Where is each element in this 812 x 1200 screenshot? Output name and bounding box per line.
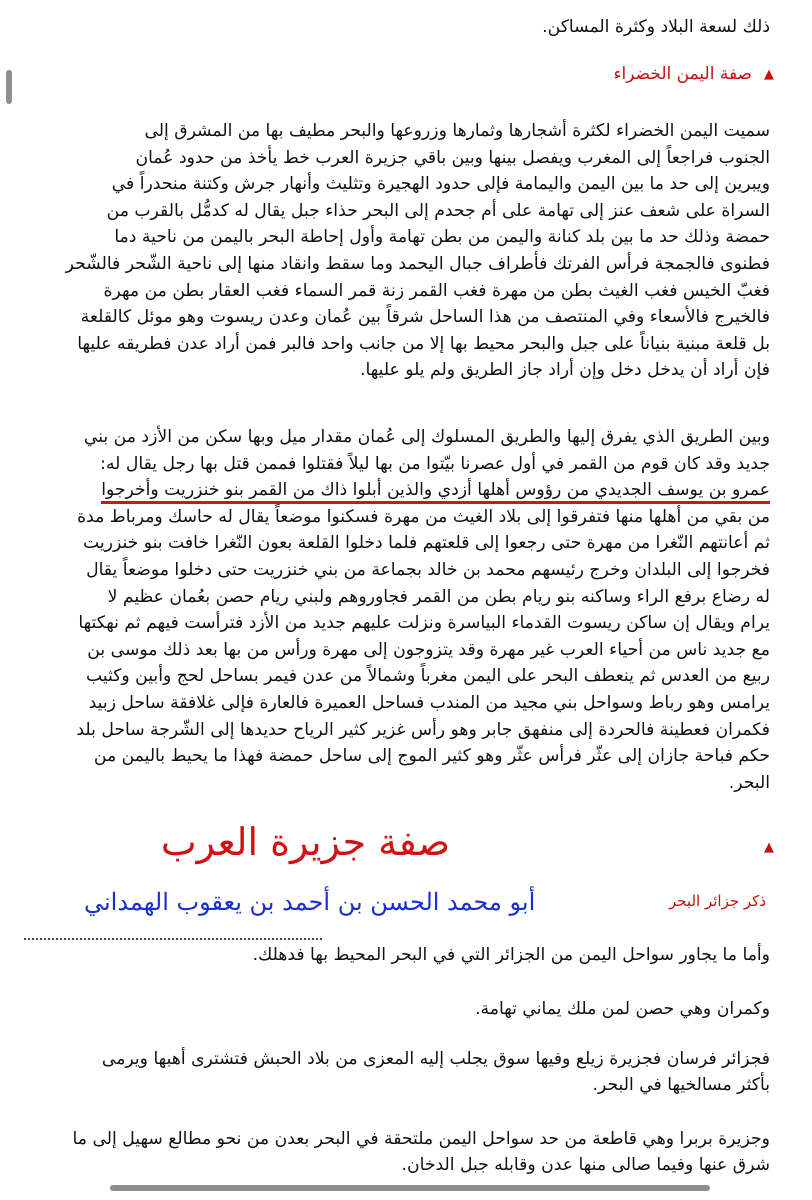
text-line: السراة على شعف عنز إلى تهامة على أم جحدم إلى البحر حذاء جبل يقال له كدمُّل بالقرب من	[106, 200, 770, 221]
text-line: فطنوى فالجمجة فرأس الفرتك فأطراف جبال اليحمد وما سقط وانقاد منها إلى ناحية الشّحر فالشّحر	[65, 253, 770, 274]
islands-paragraph-4	[36, 1126, 770, 1178]
section1-paragraph	[36, 118, 770, 384]
underlined-line	[36, 477, 770, 504]
section2-paragraph	[36, 424, 770, 796]
text-line: فالخيرج فالأسعاء وفي المنتصف من هذا الساحل شرقاً بين عُمان وعدن ريسوت وهو موئل كالقلعة	[80, 307, 770, 328]
text-line: وأما ما يجاور سواحل اليمن من الجزائر التي في البحر المحيط بها فدهلك.	[252, 945, 770, 965]
islands-paragraph-3	[36, 1046, 770, 1098]
text-line: الجنوب فراجعاً إلى المغرب ويفصل بينها وبين باقي جزيرة العرب خط يأخذ من حدود عُمان	[135, 147, 770, 168]
author-name: أبو محمد الحسن بن أحمد بن يعقوب الهمداني	[84, 888, 536, 916]
text-line: سميت اليمن الخضراء لكثرة أشجارها وثمارها وزروعها والبحر مطيف بها من المشرق إلى	[144, 121, 770, 141]
red-underline-highlight: عمرو بن يوسف الجديدي من رؤوس أهلها أزدي والذين أبلوا ذاك من القمر بنو خنزريت وأخرجوا	[101, 480, 770, 504]
text-line: حكم فباحة جازان إلى عثّر فرأس عثّر وهو كثير الموج إلى ساحل حمضة فهذا ما يحيط باليمن من	[93, 746, 770, 767]
text-line: شرق عنها وفيما صالى منها عدن وقابله جبل الدخان.	[401, 1155, 770, 1175]
red-triangle-icon: ▲	[764, 840, 774, 855]
horizontal-scrollbar[interactable]	[110, 1185, 710, 1191]
text-line: ثم أعانتهم النّغرا من مهرة حتى رجعوا إلى قلعتهم فلما دخلوا القلعة بعون النّغرا خافت بنو خنزريت	[83, 533, 770, 554]
text-line: حمضة وذلك حد ما بين بلد كنانة واليمن من بطن تهامة وأول إحاطة البحر باليمن من ناحية دما	[114, 227, 770, 248]
text-line: فإن أراد أن يدخل دخل وإن أراد جاز الطريق ولم يلو عليها.	[360, 360, 770, 381]
islands-heading: ذكر جزائر البحر	[668, 892, 766, 910]
text-line: من بقي من أهلها منها فتفرقوا إلى بلاد الغيث من مهرة فسكنوا موضعاً يقال له حاسك ومرباط مدة	[77, 506, 770, 527]
text-line: فكمران فعطينة فالحردة إلى منفهق جابر وهو رأس غزير كثير الرياح حديدها إلى الشّرجة ساحل بلد	[76, 719, 770, 740]
text-line: يرامس وهو رباط وسواحل بني مجيد من المندب فساحل العميرة فالعارة فإلى غلافقة ساحل زبيد	[88, 692, 770, 713]
text-line: يرام ويقال إن ساكن ريسوت القدماء البياسرة ونزلت عليهم جديد من الأزد فترأست فيهم ثم نهكتها	[78, 613, 770, 634]
text-line: فغبّ الخيس فغب الغيث بطن من مهرة فغب القمر زنة قمر السماء فغب العقار بطن من مهرة	[103, 280, 770, 301]
section-heading-yemen-green	[614, 64, 774, 84]
red-triangle-icon: ▲	[764, 66, 774, 82]
text-line: فخرجوا إلى البلدان وخرج رئيسهم محمد بن خالد بجماعة من بني خنزريت حتى دخلوا موضعاً يقال	[86, 559, 770, 580]
vertical-scrollbar[interactable]	[6, 70, 12, 104]
book-title: صفة جزيرة العرب	[160, 820, 450, 864]
text-line: البحر.	[728, 772, 770, 793]
text-line: مع جديد ناس من أحياء العرب غير مهرة وقد يتزوجون إلى مهرة ورأس من بها بعد ذلك موسى بن	[87, 639, 770, 660]
author-line	[0, 884, 812, 928]
text-line: وكمران وهي حصن لمن ملك يماني تهامة.	[475, 999, 770, 1019]
text-line: فجزائر فرسان فجزيرة زيلع وفيها سوق يجلب إليه المعزى من بلاد الحبش فتشترى أهبها ويرمى	[101, 1049, 770, 1069]
text-line: ربيع من العدس ثم ينعطف البحر على اليمن مغرباً وشمالاً من عدن فيمر بساحل لحج وأبين وكثيب	[85, 666, 770, 687]
text-line: بل قلعة مبنية بنياناً على جبل والبحر محيط بها إلا من جانب واحد فالبر فمن أراد عدن فطريقه عليها	[77, 333, 770, 354]
text-line: له رضاع برفع الراء وساكنه بنو ريام بطن من القمر فجاوروهم ولبني ريام حصن بعُمان عظيم لا	[107, 586, 770, 607]
book-title-banner	[0, 818, 812, 878]
text-line: وجزيرة بربرا وهي قاطعة من حد سواحل اليمن ملتحقة في البحر بعدن من نحو مطالع سهيل إلى ما	[72, 1129, 770, 1149]
islands-paragraph-2	[36, 996, 770, 1022]
section-heading-label: صفة اليمن الخضراء	[613, 64, 752, 84]
text-line: جديد وقد كان قوم من القمر في أول عصرنا بيّتوا من بها ليلاً فقتلوا فممن قتل بها رجل يقال له:	[100, 453, 770, 474]
text-line: بأكثر مسالخيها في البحر.	[592, 1075, 770, 1095]
intro-line: ذلك لسعة البلاد وكثرة المساكن.	[542, 17, 770, 37]
islands-paragraph-1	[36, 942, 770, 968]
text-line: ويبرين إلى حد ما بين اليمن واليمامة فإلى حدود الهجيرة وتثليث وأنهار جرش وكتنة منحدراً في	[111, 174, 770, 195]
text-line: وبين الطريق الذي يفرق إليها والطريق المسلوك إلى عُمان مقدار ميل وبها سكن من الأزد من بني	[83, 427, 770, 447]
